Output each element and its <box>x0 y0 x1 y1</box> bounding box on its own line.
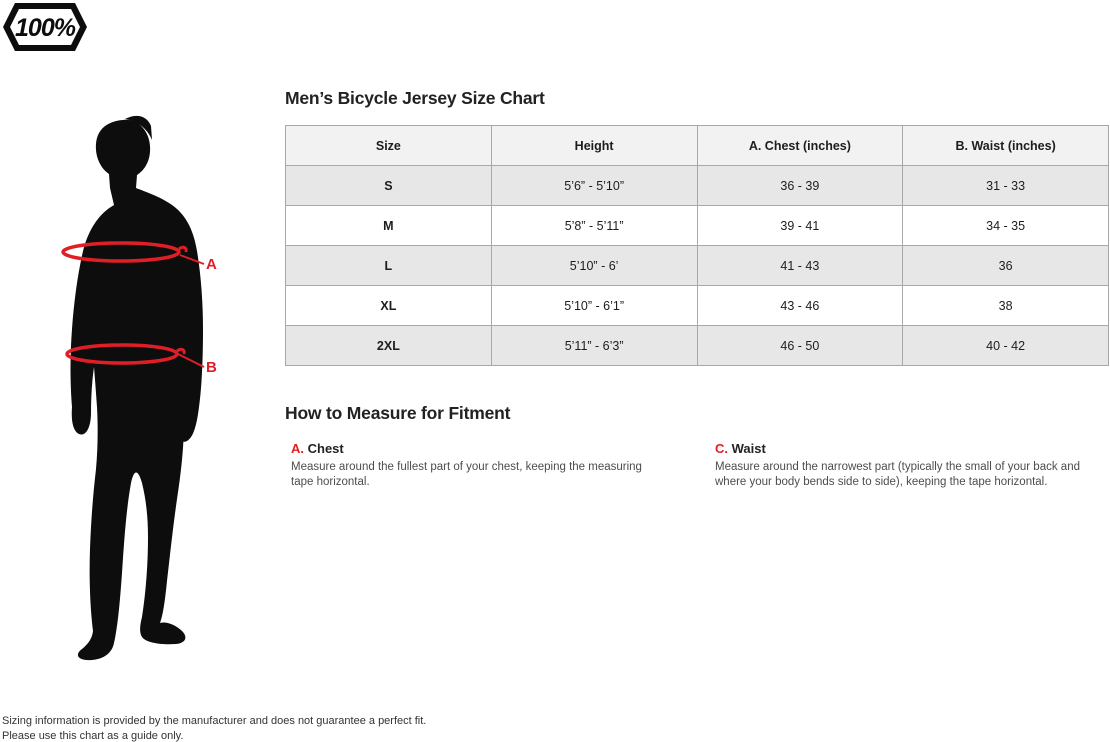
page-title: Men’s Bicycle Jersey Size Chart <box>285 88 545 108</box>
measure-letter: A. <box>291 441 304 456</box>
waist-cell: 31 - 33 <box>903 166 1109 206</box>
how-to-measure-heading: How to Measure for Fitment <box>285 403 511 423</box>
chest-cell: 43 - 46 <box>697 286 903 326</box>
size-cell: 2XL <box>286 326 492 366</box>
male-silhouette-icon <box>33 106 238 690</box>
table-header-row <box>286 126 1109 166</box>
measure-instruction-waist <box>715 441 1107 490</box>
column-header-chest: A. Chest (inches) <box>697 126 903 166</box>
size-cell: S <box>286 166 492 206</box>
disclaimer-line-2: Please use this chart as a guide only. <box>2 729 184 742</box>
disclaimer-text <box>2 714 426 742</box>
table-row <box>286 326 1109 366</box>
chest-cell: 39 - 41 <box>697 206 903 246</box>
chest-cell: 46 - 50 <box>697 326 903 366</box>
measure-instruction-chest <box>291 441 666 490</box>
table-row <box>286 246 1109 286</box>
measure-letter: C. <box>715 441 728 456</box>
measure-name: Chest <box>307 441 344 456</box>
height-cell: 5’8” - 5’11” <box>491 206 697 246</box>
chest-cell: 41 - 43 <box>697 246 903 286</box>
body-measurement-figure <box>33 106 238 690</box>
table-row <box>286 166 1109 206</box>
table-row <box>286 206 1109 246</box>
measure-name: Waist <box>731 441 766 456</box>
waist-cell: 40 - 42 <box>903 326 1109 366</box>
disclaimer-line-1: Sizing information is provided by the manufacturer and does not guarantee a perfect fit. <box>2 715 427 727</box>
waist-cell: 34 - 35 <box>903 206 1109 246</box>
brand-logo-text: 100% <box>15 14 75 42</box>
figure-label-b: B <box>206 359 217 376</box>
size-cell: L <box>286 246 492 286</box>
chest-cell: 36 - 39 <box>697 166 903 206</box>
size-chart-table <box>285 125 1109 366</box>
height-cell: 5’10” - 6’ <box>491 246 697 286</box>
waist-cell: 36 <box>903 246 1109 286</box>
height-cell: 5’6” - 5’10” <box>491 166 697 206</box>
measure-description: Measure around the narrowest part (typically the small of your back and where your body bends side to side), keeping the tape horizontal. <box>715 461 1080 488</box>
size-cell: XL <box>286 286 492 326</box>
column-header-size: Size <box>286 126 492 166</box>
height-cell: 5’10” - 6’1” <box>491 286 697 326</box>
waist-cell: 38 <box>903 286 1109 326</box>
measure-description: Measure around the fullest part of your chest, keeping the measuring tape horizontal. <box>291 461 642 488</box>
table-row <box>286 286 1109 326</box>
measure-instruction-title <box>291 441 666 456</box>
figure-label-a: A <box>206 256 217 273</box>
height-cell: 5’11” - 6’3” <box>491 326 697 366</box>
column-header-height: Height <box>491 126 697 166</box>
column-header-waist: B. Waist (inches) <box>903 126 1109 166</box>
brand-logo-icon <box>3 3 87 51</box>
measure-instruction-title <box>715 441 1107 456</box>
size-cell: M <box>286 206 492 246</box>
